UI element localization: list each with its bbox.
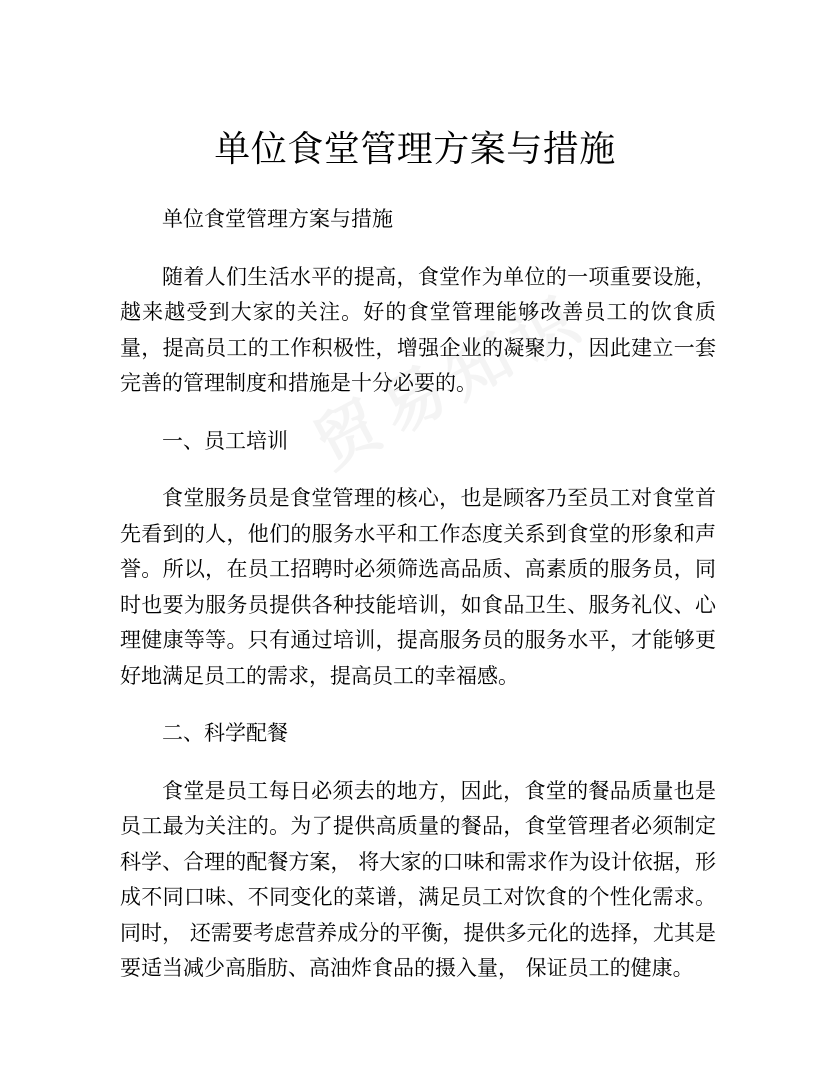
spacer xyxy=(120,459,716,481)
page-title: 单位食堂管理方案与措施 xyxy=(214,129,616,170)
spacer xyxy=(120,694,716,716)
section-heading-training: 一、员工培训 xyxy=(162,428,288,453)
spacer xyxy=(120,752,716,774)
section-paragraph-training: 食堂服务员是食堂管理的核心，也是顾客乃至员工对食堂首先看到的人，他们的服务水平和工作态度关系到食堂的形象和声誉。所以，在员工招聘时必须筛选高品质、高素质的服务员，同时也要为服务员提供各种技能培训，如食品卫生、服务礼仪、心理健康等等。只有通过培训，提高服务员的服务水平，才能够更好地满足员工的需求，提高员工的幸福感。 xyxy=(120,486,716,688)
spacer xyxy=(120,238,716,260)
document-body xyxy=(120,202,716,987)
document-subtitle: 单位食堂管理方案与措施 xyxy=(162,207,393,231)
spacer xyxy=(120,402,716,424)
section-heading-meal: 二、科学配餐 xyxy=(162,721,288,745)
section-paragraph-meal: 食堂是员工每日必须去的地方，因此，食堂的餐品质量也是员工最为关注的。为了提供高质量的餐品，食堂管理者必须制定科学、合理的配餐方案， 将大家的口味和需求作为设计依据，形成不同口味、不同变化的菜谱，满足员工对饮食的个性化需求。同时， 还需要考虑营养成分的平衡，提供多元化的选择，尤其是要适当减少高脂肪、高油炸食品的摄入量， 保证员工的健康。 xyxy=(120,778,716,980)
intro-paragraph: 随着人们生活水平的提高，食堂作为单位的一项重要设施，越来越受到大家的关注。好的食堂管理能够改善员工的饮食质量，提高员工的工作积极性，增强企业的凝聚力，因此建立一套完善的管理制度和措施是十分必要的。 xyxy=(120,264,716,395)
